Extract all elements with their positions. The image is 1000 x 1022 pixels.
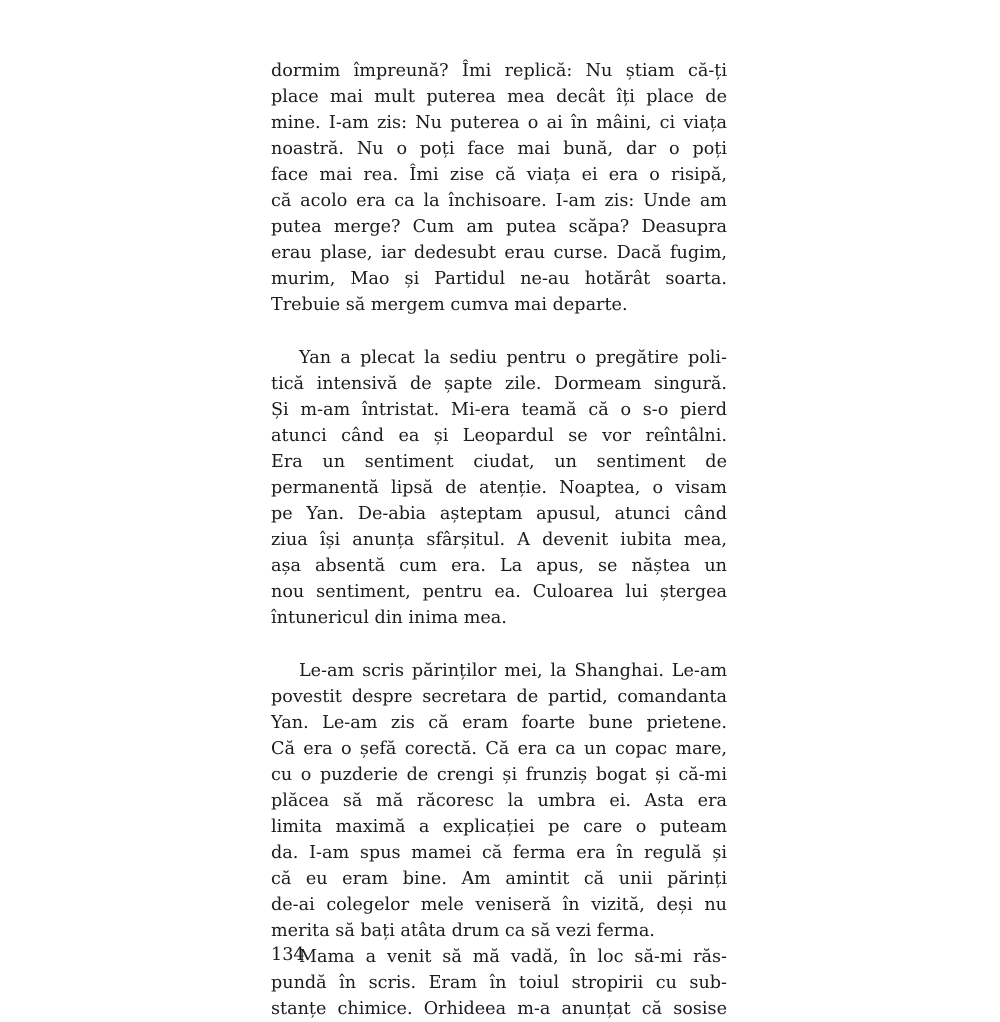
text-line: limita maximă a explicației pe care o puteam xyxy=(271,817,727,837)
text-line: plăcea să mă răcoresc la umbra ei. Asta era xyxy=(271,791,727,811)
text-line: putea merge? Cum am putea scăpa? Deasupra xyxy=(271,217,727,237)
text-line: permanentă lipsă de atenție. Noaptea, o visam xyxy=(271,478,727,498)
text-line: dormim împreună? Îmi replică: Nu știam că-ți xyxy=(271,61,727,81)
text-line: nou sentiment, pentru ea. Culoarea lui ștergea xyxy=(271,582,727,602)
text-line: Și m-am întristat. Mi-era teamă că o s-o pierd xyxy=(271,400,727,420)
text-line: da. I-am spus mamei că ferma era în regulă și xyxy=(271,843,727,863)
text-line: Trebuie să mergem cumva mai departe. xyxy=(271,295,628,315)
paragraph-4 xyxy=(271,944,727,1022)
text-line: stanțe chimice. Orhideea m-a anunțat că sosise xyxy=(271,999,727,1019)
text-line: Le-am scris părinților mei, la Shanghai. Le-am xyxy=(299,661,727,681)
body-text xyxy=(271,58,727,1022)
text-line: că eu eram bine. Am amintit că unii părinți xyxy=(271,869,727,889)
text-line: Yan a plecat la sediu pentru o pregătire poli- xyxy=(299,348,727,368)
paragraph-1 xyxy=(271,58,727,318)
text-line: cu o puzderie de crengi și frunziș bogat și că-mi xyxy=(271,765,727,785)
text-line: merita să bați atâta drum ca să vezi ferma. xyxy=(271,921,655,941)
text-line: așa absentă cum era. La apus, se năștea un xyxy=(271,556,727,576)
text-line: povestit despre secretara de partid, comandanta xyxy=(271,687,727,707)
text-line: ziua își anunța sfârșitul. A devenit iubita mea, xyxy=(271,530,727,550)
page-number: 134 xyxy=(271,945,305,965)
text-line: Yan. Le-am zis că eram foarte bune prietene. xyxy=(271,713,727,733)
text-line: Mama a venit să mă vadă, în loc să-mi răs- xyxy=(299,947,727,967)
text-line: erau plase, iar dedesubt erau curse. Dacă fugim, xyxy=(271,243,727,263)
text-line: că acolo era ca la închisoare. I-am zis: Unde am xyxy=(271,191,727,211)
text-line: Era un sentiment ciudat, un sentiment de xyxy=(271,452,727,472)
text-line: de-ai colegelor mele veniseră în vizită, deși nu xyxy=(271,895,727,915)
text-line: Că era o șefă corectă. Că era ca un copac mare, xyxy=(271,739,727,759)
text-line: pe Yan. De-abia așteptam apusul, atunci când xyxy=(271,504,727,524)
text-line: pundă în scris. Eram în toiul stropirii cu sub- xyxy=(271,973,727,993)
text-line: atunci când ea și Leopardul se vor reîntâlni. xyxy=(271,426,727,446)
text-line: mine. I-am zis: Nu puterea o ai în mâini, ci viața xyxy=(271,113,727,133)
text-line: murim, Mao și Partidul ne-au hotărât soarta. xyxy=(271,269,727,289)
text-line: noastră. Nu o poți face mai bună, dar o poți xyxy=(271,139,727,159)
paragraph-2 xyxy=(271,345,727,631)
text-line: întunericul din inima mea. xyxy=(271,608,507,628)
text-line: face mai rea. Îmi zise că viața ei era o risipă, xyxy=(271,165,727,185)
paragraph-3 xyxy=(271,658,727,944)
text-line: place mai mult puterea mea decât îți place de xyxy=(271,87,727,107)
text-line: tică intensivă de șapte zile. Dormeam singură. xyxy=(271,374,727,394)
